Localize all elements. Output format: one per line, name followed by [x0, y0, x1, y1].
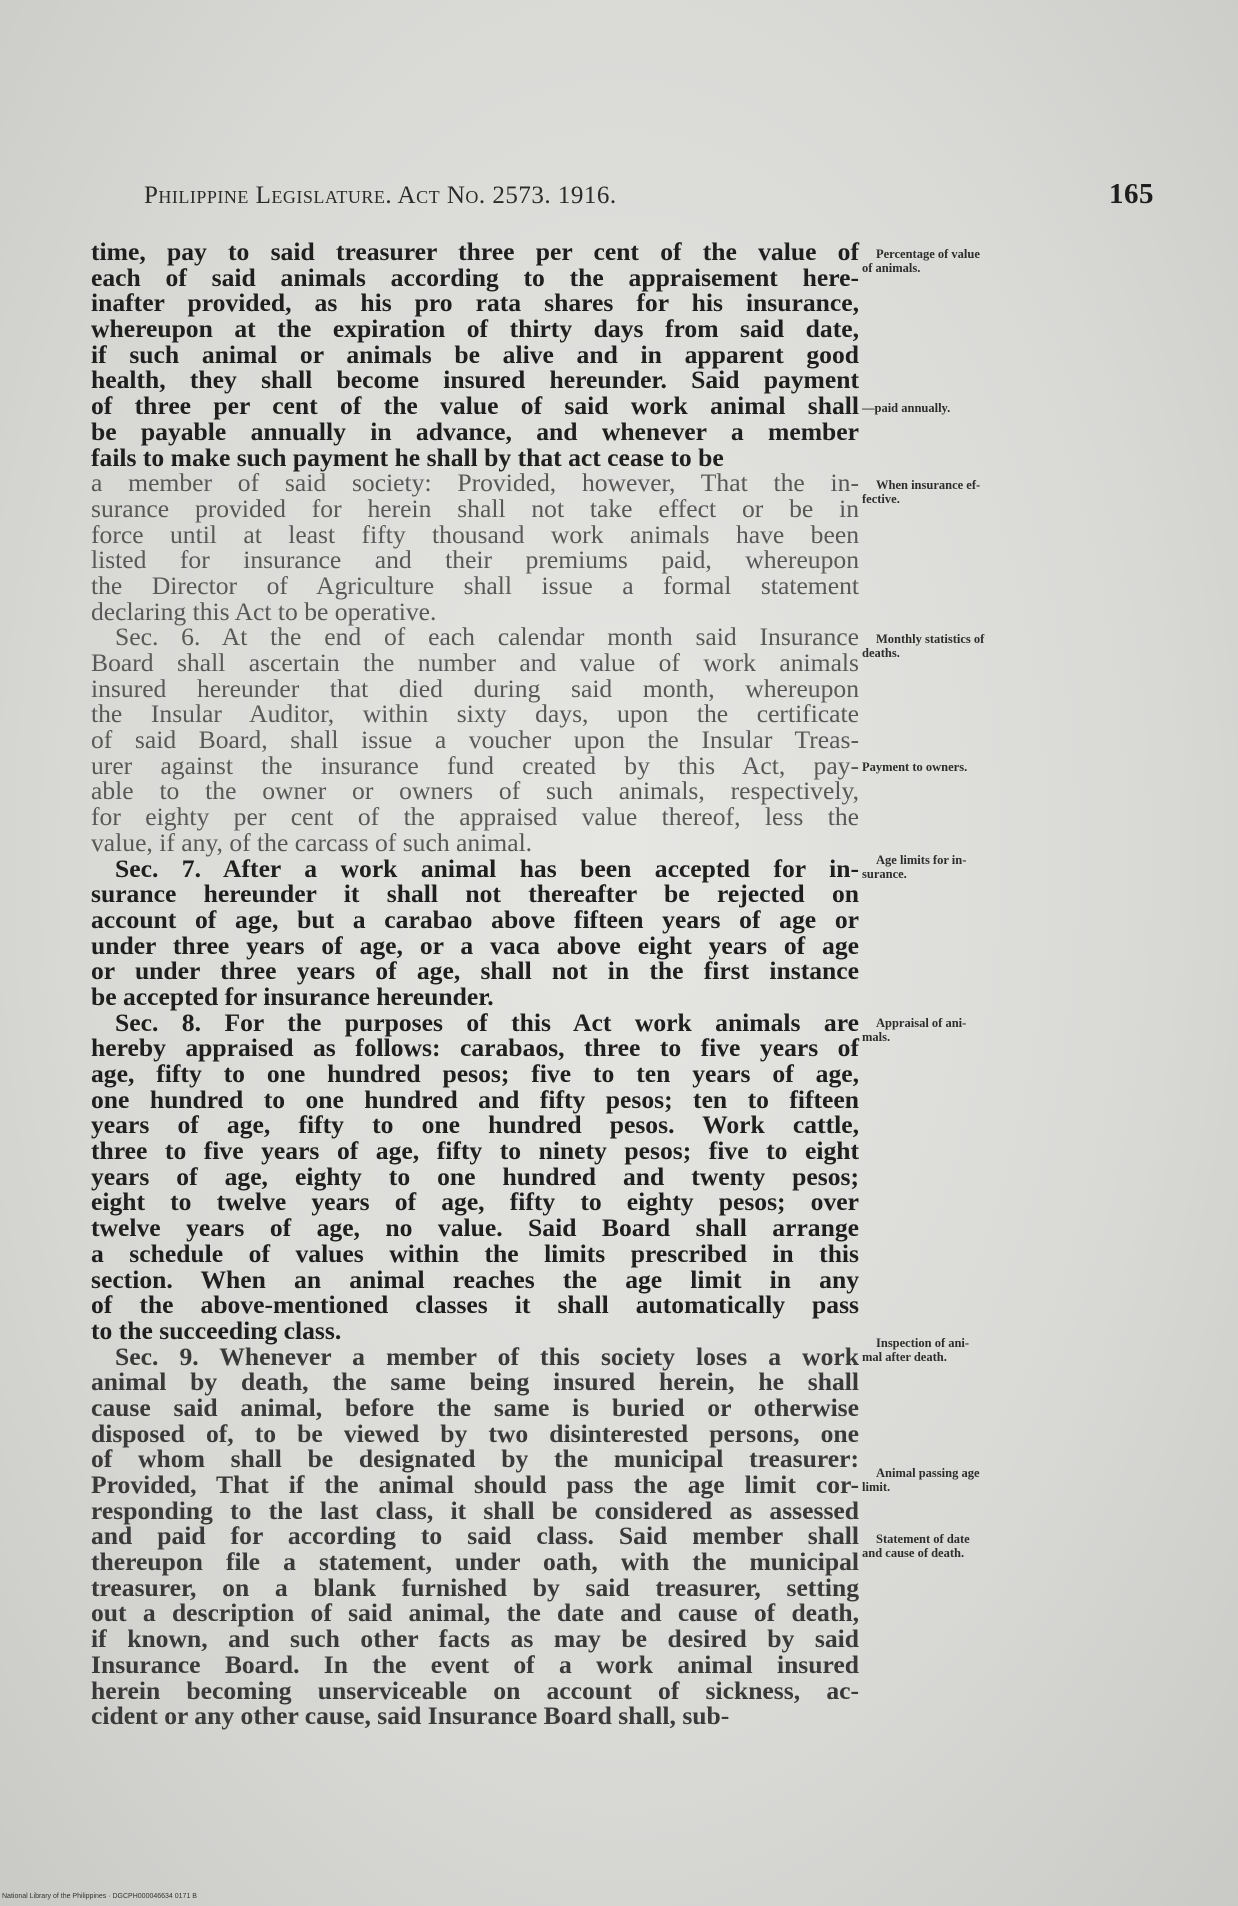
text-line: be accepted for insurance hereunder.	[91, 981, 494, 1011]
text-line: cause said animal, before the same is buried or otherwise	[91, 1392, 859, 1422]
text-line: herein becoming unserviceable on account of sickness, ac-	[91, 1675, 859, 1705]
text-line: surance provided for herein shall not take effect or be in	[91, 493, 859, 523]
margin-note	[862, 1466, 1062, 1494]
text-line: of whom shall be designated by the municipal treasurer:	[91, 1444, 859, 1474]
text-line: if such animal or animals be alive and in apparent good	[91, 339, 859, 369]
text-line: cident or any other cause, said Insurance Board shall, sub-	[91, 1701, 730, 1731]
margin-note-line: —paid annually.	[862, 401, 951, 415]
margin-note-line: fective.	[862, 492, 900, 506]
text-line: three to five years of age, fifty to ninety pesos; five to eight	[91, 1136, 859, 1166]
margin-note	[862, 1532, 1062, 1560]
margin-note-line: limit.	[862, 1480, 891, 1494]
text-line: the Insular Auditor, within sixty days, upon the certificate	[91, 699, 859, 729]
margin-note-line: and cause of death.	[862, 1546, 965, 1560]
text-line: surance hereunder it shall not thereafter be rejected on	[91, 879, 859, 909]
text-line: section. When an animal reaches the age limit in any	[91, 1264, 859, 1294]
text-line: the Director of Agriculture shall issue a formal statement	[91, 570, 859, 600]
margin-note	[862, 760, 1062, 774]
text-line: Provided, That if the animal should pass the age limit cor-	[91, 1470, 859, 1499]
text-line: whereupon at the expiration of thirty days from said date,	[91, 314, 859, 344]
margin-note-line: Inspection of ani-	[876, 1336, 970, 1350]
text-line: inafter provided, as his pro rata shares for his insurance,	[91, 288, 859, 318]
text-line: urer against the insurance fund created by this Act, pay-	[91, 750, 859, 780]
paragraph	[91, 239, 859, 470]
text-line: Sec. 7. After a work animal has been accepted for in-	[115, 853, 859, 883]
page-header	[144, 178, 1154, 218]
text-line: for eighty per cent of the appraised value thereof, less the	[91, 802, 859, 832]
text-line: each of said animals according to the appraisement here-	[91, 262, 859, 292]
margin-note-line: surance.	[862, 867, 907, 881]
text-line: value, if any, of the carcass of such animal.	[91, 827, 533, 857]
text-line: listed for insurance and their premiums paid, whereupon	[91, 545, 859, 575]
margin-note-line: Animal passing age	[876, 1466, 980, 1480]
text-line: disposed of, to be viewed by two disinterested persons, one	[91, 1418, 859, 1448]
margin-note-line: Statement of date	[876, 1532, 970, 1546]
text-line: a schedule of values within the limits prescribed in this	[91, 1238, 859, 1268]
text-line: Sec. 6. At the end of each calendar month said Insurance	[115, 622, 859, 652]
page-number: 165	[1109, 178, 1154, 210]
text-line: one hundred to one hundred and fifty pesos; ten to fifteen	[91, 1084, 859, 1114]
margin-note	[862, 1336, 1062, 1364]
text-line: declaring this Act to be operative.	[91, 596, 437, 626]
text-line: years of age, fifty to one hundred pesos. Work cattle,	[91, 1110, 859, 1140]
text-line: twelve years of age, no value. Said Board shall arrange	[91, 1213, 859, 1243]
text-line: years of age, eighty to one hundred and twenty pesos;	[91, 1161, 859, 1191]
margin-note-line: Age limits for in-	[876, 853, 967, 867]
margin-note	[862, 478, 1062, 506]
text-line: Board shall ascertain the number and value of work animals	[91, 648, 859, 677]
paragraph	[91, 1007, 859, 1345]
margin-note	[862, 247, 1062, 275]
text-line: under three years of age, or a vaca above eight years of age	[91, 930, 859, 960]
text-line: and paid for according to said class. Said member shall	[91, 1521, 859, 1551]
text-line: responding to the last class, it shall be considered as assessed	[91, 1495, 859, 1525]
margin-note	[862, 1016, 1062, 1044]
text-line: if known, and such other facts as may be desired by said	[91, 1624, 859, 1654]
text-line: age, fifty to one hundred pesos; five to ten years of age,	[91, 1059, 859, 1088]
scan-credit: National Library of the Philippines · DGCPH000046634 0171 B	[2, 1893, 197, 1900]
text-line: insured hereunder that died during said month, whereupon	[91, 673, 859, 703]
paragraph	[91, 624, 859, 855]
text-line: treasurer, on a blank furnished by said treasurer, setting	[91, 1572, 859, 1602]
margin-note-line: When insurance ef-	[876, 478, 981, 492]
running-title: Philippine Legislature. Act No. 2573. 1916.	[144, 182, 617, 209]
text-line: to the succeeding class.	[91, 1315, 342, 1345]
text-line: Sec. 8. For the purposes of this Act work animals are	[115, 1007, 859, 1037]
paragraph	[91, 1341, 859, 1731]
text-line: eight to twelve years of age, fifty to eighty pesos; over	[91, 1187, 859, 1217]
paragraph	[91, 470, 859, 624]
text-line: animal by death, the same being insured herein, he shall	[91, 1367, 859, 1397]
text-line: of the above-mentioned classes it shall automatically pass	[91, 1290, 859, 1320]
text-line: account of age, but a carabao above fifteen years of age or	[91, 904, 859, 934]
text-line: a member of said society: Provided, however, That the in-	[91, 468, 859, 498]
text-line: time, pay to said treasurer three per cent of the value of	[91, 237, 859, 266]
text-line: Sec. 9. Whenever a member of this society loses a work	[115, 1341, 859, 1371]
margin-note-line: Appraisal of ani-	[876, 1016, 967, 1030]
text-line: of said Board, shall issue a voucher upon the Insular Treas-	[91, 725, 859, 755]
margin-note-line: mals.	[862, 1030, 891, 1044]
text-line: or under three years of age, shall not in the first instance	[91, 956, 859, 986]
margin-note-line: Monthly statistics of	[876, 632, 985, 646]
text-line: hereby appraised as follows: carabaos, three to five years of	[91, 1033, 859, 1063]
margin-note	[862, 632, 1062, 660]
margin-note	[862, 401, 1062, 415]
body-text	[91, 239, 859, 1729]
text-line: out a description of said animal, the date and cause of death,	[91, 1598, 859, 1628]
text-line: able to the owner or owners of such animals, respectively,	[91, 776, 859, 806]
text-line: force until at least fifty thousand work animals have been	[91, 519, 859, 549]
margin-note	[862, 853, 1062, 881]
text-line: thereupon file a statement, under oath, with the municipal	[91, 1547, 859, 1577]
margin-note-line: Payment to owners.	[862, 760, 968, 774]
margin-note-line: mal after death.	[862, 1350, 947, 1364]
text-line: health, they shall become insured hereunder. Said payment	[91, 365, 859, 395]
margin-note-line: Percentage of value	[876, 247, 980, 261]
paragraph	[91, 853, 859, 1011]
text-line: Insurance Board. In the event of a work animal insured	[91, 1649, 859, 1679]
margin-note-line: deaths.	[862, 646, 900, 660]
text-line: be payable annually in advance, and whenever a member	[91, 416, 859, 446]
text-line: fails to make such payment he shall by that act cease to be	[91, 442, 724, 472]
margin-note-line: of animals.	[862, 261, 921, 275]
text-line: of three per cent of the value of said work animal shall	[91, 391, 859, 421]
